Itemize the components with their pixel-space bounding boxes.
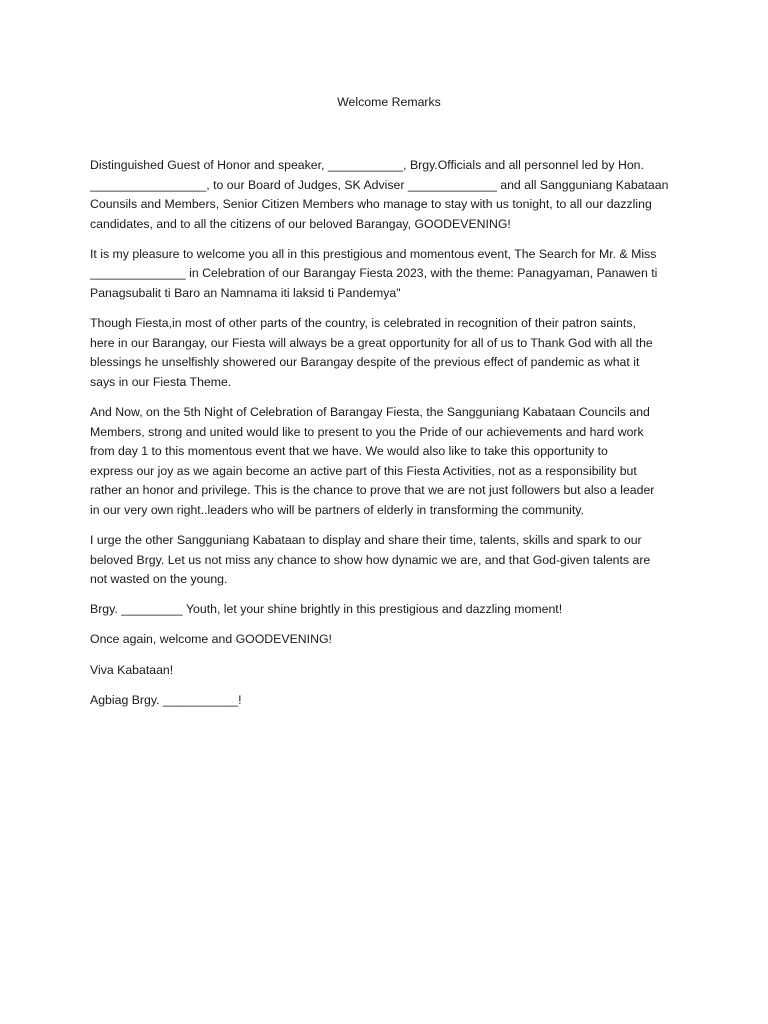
text-line: And Now, on the 5th Night of Celebration of Barangay Fiesta, the Sangguniang Kabataan Councils and [90, 405, 650, 420]
text-line: Distinguished Guest of Honor and speaker, ___________, Brgy.Officials and all personnel led by Hon. [90, 158, 644, 172]
text-line: Viva Kabataan! [90, 662, 174, 677]
paragraph-once-again [90, 630, 682, 650]
text-line: from day 1 to this momentous event that we have. We would also like to take this opportunity to [90, 444, 608, 459]
paragraph-youth [90, 600, 682, 620]
text-line: I urge the other Sangguniang Kabataan to display and share their time, talents, skills and spark to our [90, 533, 642, 548]
text-line: _________________, to our Board of Judges, SK Adviser _____________ and all Sangguniang Kabataan [90, 177, 669, 192]
paragraph-greeting [90, 156, 682, 234]
text-line: in our very own right..leaders who will be partners of elderly in transforming the community. [90, 503, 584, 517]
text-line: express our joy as we again become an active part of this Fiesta Activities, not as a responsibility but [90, 463, 637, 478]
document-title: Welcome Remarks [337, 95, 441, 109]
text-line: blessings he unselfishly showered our Barangay despite of the previous effect of pandemic as what it [90, 355, 640, 370]
text-line: Once again, welcome and GOODEVENING! [90, 632, 332, 647]
text-line: says in our Fiesta Theme. [90, 374, 232, 389]
text-line: ______________ in Celebration of our Barangay Fiesta 2023, with the theme: Panagyaman, Panawen ti [90, 266, 658, 281]
text-line: candidates, and to all the citizens of our beloved Barangay, GOODEVENING! [90, 216, 511, 231]
text-line: rather an honor and privilege. This is the chance to prove that we are not just followers but also a leader [90, 483, 655, 498]
paragraph-fiesta [90, 314, 682, 392]
text-line: Agbiag Brgy. ___________! [90, 692, 242, 707]
paragraph-urge [90, 531, 682, 590]
text-line: Members, strong and united would like to present to you the Pride of our achievements and hard work [90, 424, 644, 439]
paragraph-celebration [90, 403, 682, 521]
paragraph-welcome [90, 245, 682, 304]
text-line: Counsils and Members, Senior Citizen Members who manage to stay with us tonight, to all our dazzling [90, 197, 652, 212]
text-line: It is my pleasure to welcome you all in this prestigious and momentous event, The Search for Mr. & Miss [90, 246, 657, 261]
text-line: Panagsubalit ti Baro an Namnama iti laksid ti Pandemya" [90, 286, 401, 301]
text-line: beloved Brgy. Let us not miss any chance to show how dynamic we are, and that God-given talents are [90, 552, 651, 567]
text-line: Though Fiesta,in most of other parts of the country, is celebrated in recognition of their patron saints, [90, 316, 636, 331]
text-line: not wasted on the young. [90, 572, 228, 587]
text-line: Brgy. _________ Youth, let your shine brightly in this prestigious and dazzling moment! [90, 602, 563, 617]
paragraph-agbiag [90, 691, 682, 711]
paragraph-viva [90, 661, 682, 681]
text-line: here in our Barangay, our Fiesta will always be a great opportunity for all of us to Thank God with all the [90, 335, 653, 350]
